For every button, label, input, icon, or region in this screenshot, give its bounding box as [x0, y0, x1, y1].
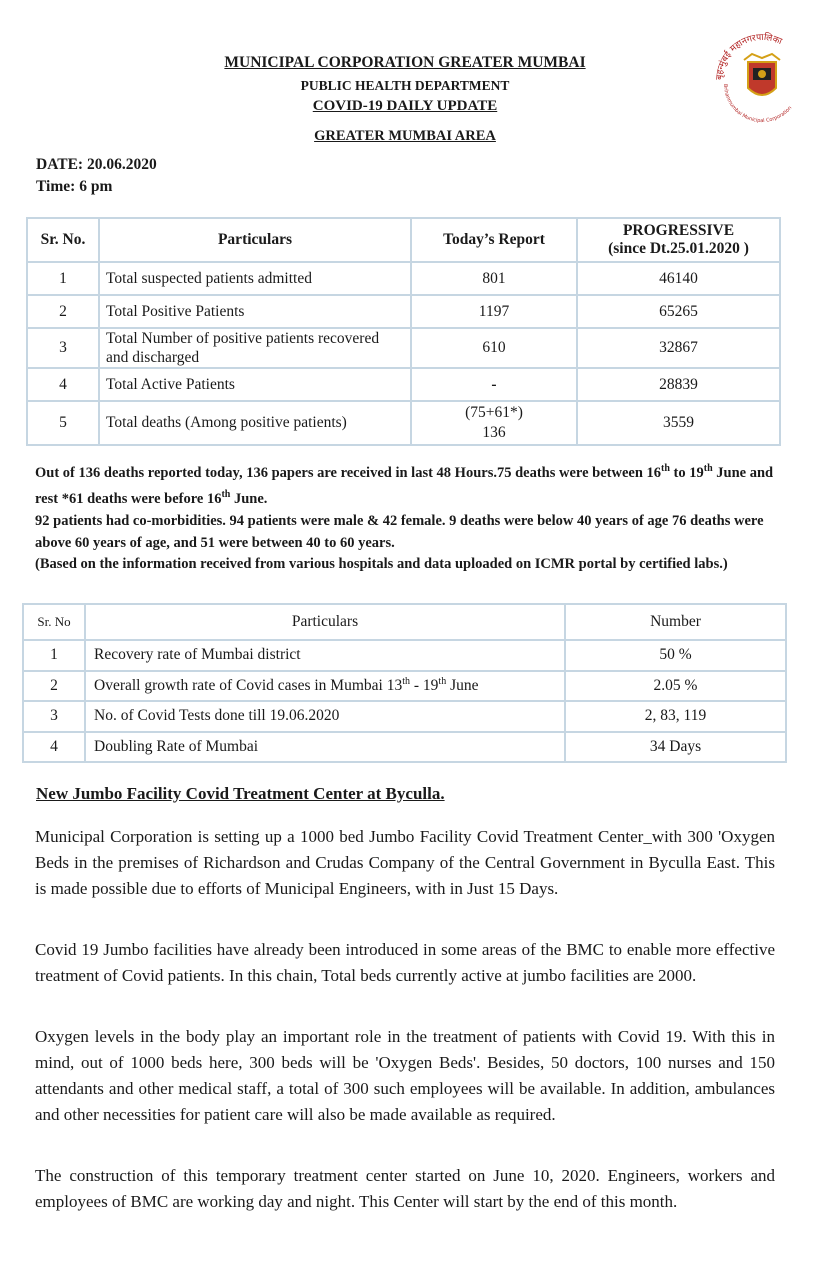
bmc-logo-seal [708, 22, 816, 130]
cell-particulars: Total Number of positive patients recovered and discharged [99, 328, 411, 368]
table-row [27, 401, 780, 445]
table-row [23, 640, 786, 671]
header-sr: Sr. No. [27, 218, 99, 262]
comorbidity-note: 92 patients had co-morbidities. 94 patients were male & 42 female. 9 deaths were below 40 years of age 76 deaths were above 60 years of age, and 51 were between 40 to 60 years. [35, 512, 764, 551]
section-title: New Jumbo Facility Covid Treatment Center at Byculla. [36, 784, 445, 803]
cell-today: - [411, 368, 577, 401]
svg-text:बृहन्मुंबई महानगरपालिका: बृहन्मुंबई महानगरपालिका [714, 32, 784, 81]
table-header-row [27, 218, 780, 262]
header-particulars: Particulars [99, 218, 411, 262]
table-row [27, 262, 780, 295]
table-header-row [23, 604, 786, 640]
header-sr: Sr. No [23, 604, 85, 640]
paragraph: Covid 19 Jumbo facilities have already been introduced in some areas of the BMC to enable more effective treatment of Covid patients. In this chain, Total beds currently active at jumbo facilities are 2000. [35, 940, 775, 985]
cell-particulars: Total Positive Patients [99, 295, 411, 328]
cell-particulars: Doubling Rate of Mumbai [85, 732, 565, 763]
paragraph: Municipal Corporation is setting up a 1000 bed Jumbo Facility Covid Treatment Center_with 300 'Oxygen Beds in the premises of Richardson and Crudas Company of the Central Government in Byculla East. This is made possible due to efforts of Municipal Engineers, with in Just 15 Days. [35, 827, 775, 898]
table-row [23, 701, 786, 732]
cell-sr: 2 [27, 295, 99, 328]
cell-sr: 3 [27, 328, 99, 368]
daily-stats-table [26, 217, 781, 446]
update-title: COVID-19 DAILY UPDATE [312, 98, 498, 114]
cell-progressive: 32867 [577, 328, 780, 368]
cell-sr: 3 [23, 701, 85, 732]
source-note: (Based on the information received from various hospitals and data uploaded on ICMR portal by certified labs.) [35, 556, 728, 572]
header-particulars: Particulars [85, 604, 565, 640]
cell-progressive: 28839 [577, 368, 780, 401]
table-row [23, 732, 786, 763]
cell-sr: 5 [27, 401, 99, 445]
cell-sr: 1 [27, 262, 99, 295]
cell-number: 2.05 % [565, 671, 786, 702]
cell-progressive: 3559 [577, 401, 780, 445]
header-progressive-since: (since Dt.25.01.2020 ) [608, 240, 749, 257]
cell-particulars: Total suspected patients admitted [99, 262, 411, 295]
cell-particulars: Total deaths (Among positive patients) [99, 401, 411, 445]
cell-sr: 2 [23, 671, 85, 702]
cell-particulars: Recovery rate of Mumbai district [85, 640, 565, 671]
cell-progressive: 65265 [577, 295, 780, 328]
svg-text:Brihanmumbai Municipal Corpora: Brihanmumbai Municipal Corporation [721, 83, 794, 125]
table-row [27, 368, 780, 401]
org-title: MUNICIPAL CORPORATION GREATER MUMBAI [224, 54, 586, 71]
paragraph: The construction of this temporary treatment center started on June 10, 2020. Engineers, workers and employees of BMC are working day and night. This Center will start by the end of this month. [35, 1166, 775, 1211]
report-date: DATE: 20.06.2020 [36, 156, 157, 173]
cell-today: 801 [411, 262, 577, 295]
table-row [23, 671, 786, 702]
deaths-breakdown: (75+61*) [465, 404, 523, 421]
header-today: Today’s Report [411, 218, 577, 262]
cell-sr: 4 [27, 368, 99, 401]
cell-progressive: 46140 [577, 262, 780, 295]
cell-particulars: Total Active Patients [99, 368, 411, 401]
deaths-note: Out of 136 deaths reported today, 136 papers are received in last 48 Hours.75 deaths were between 16th to 19th June and rest *61 deaths were before 16th June. 92 patients had co-morbidities. 94 patients were male & 42 female. 9 deaths were below 40 years of age 76 deaths were above 60 years of age, and 51 were between 40 to 60 years. [35, 463, 774, 551]
cell-particulars: Overall growth rate of Covid cases in Mumbai 13th - 19th June [85, 671, 565, 702]
cell-today [411, 401, 577, 445]
rates-table [22, 603, 787, 763]
table-row [27, 295, 780, 328]
cell-today: 610 [411, 328, 577, 368]
table-row [27, 328, 780, 368]
area-title: GREATER MUMBAI AREA [314, 128, 496, 144]
cell-number: 34 Days [565, 732, 786, 763]
header-progressive-label: PROGRESSIVE [622, 222, 735, 239]
cell-particulars: No. of Covid Tests done till 19.06.2020 [85, 701, 565, 732]
deaths-total: 136 [482, 424, 506, 441]
cell-number: 50 % [565, 640, 786, 671]
department-title: PUBLIC HEALTH DEPARTMENT [300, 78, 510, 93]
header-number: Number [565, 604, 786, 640]
cell-sr: 1 [23, 640, 85, 671]
cell-today: 1197 [411, 295, 577, 328]
report-time: Time: 6 pm [36, 178, 113, 195]
cell-sr: 4 [23, 732, 85, 763]
paragraph: Oxygen levels in the body play an important role in the treatment of patients with Covid 19. With this in mind, out of 1000 beds here, 300 beds will be 'Oxygen Beds'. Besides, 50 doctors, 100 nurses and 150 attendants and other medical staff, a total of 300 such employees will be available. In addition, ambulances and other necessities for patient care will also be made available as required. [35, 1027, 775, 1124]
cell-number: 2, 83, 119 [565, 701, 786, 732]
header-progressive [577, 218, 780, 262]
